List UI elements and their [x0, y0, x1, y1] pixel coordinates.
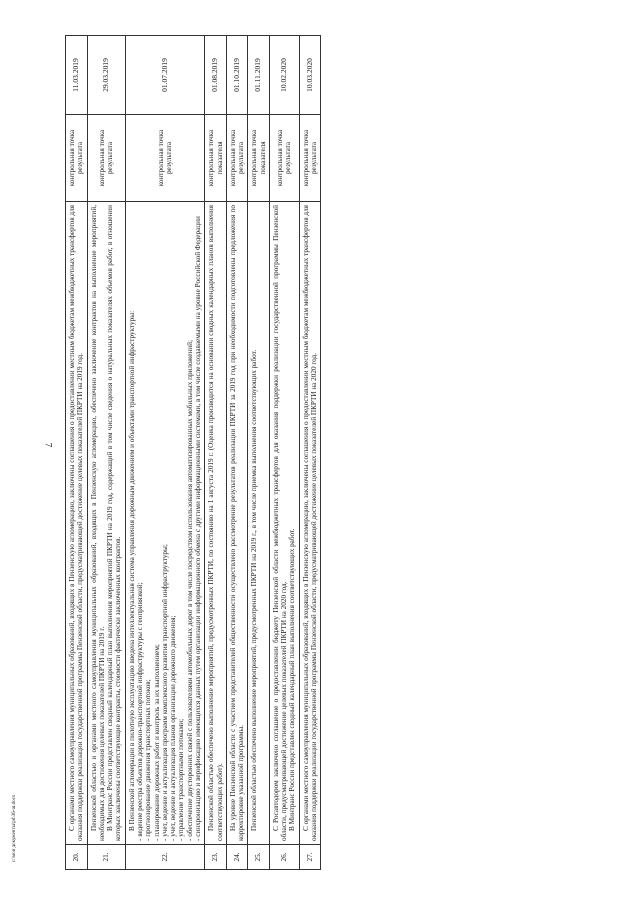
- description-paragraph: - учет, ведение и актуализация программ комплексного развития транспортной инфраструктуры;: [160, 544, 169, 841]
- control-point-date: 10.03.2020: [299, 36, 321, 115]
- description-paragraph: Пензенской областью и органами местного самоуправления муниципальных образований, входящих в Пензенскую агломерацию, обеспечено заключение контрактов на выполнение мероприятий, необходимых для достижения целевых показателей ПКРТИ на 2019 г.: [89, 205, 106, 841]
- description-paragraph: С органами местного самоуправления муниципальных образований, входящих в Пензенскую агломерацию, заключены соглашения о предоставлении местным бюджетам межбюджетных трансфертов для оказания поддержки реализации государственной программы Пензенской области, предусматривающей достижение целевых показателей ПКРТИ на 2019 год.: [68, 205, 85, 841]
- table-row: [226, 36, 248, 870]
- control-point-type: контрольная точка показателя: [205, 115, 227, 202]
- control-point-type: контрольная точка результата: [87, 115, 125, 202]
- description-paragraph: В Минтранс России представлен сводный календарный план выполнения мероприятий ПКРТИ на 2019 год, содержащий в том числе сведения о натуральных показателях объемов работ, в отношении которых заключены соответствующие контракты, стоимости фактически заключенных контрактов.: [106, 205, 123, 841]
- control-point-date: 01.10.2019: [226, 36, 248, 115]
- row-description: [299, 202, 321, 845]
- row-number: 20.: [66, 845, 88, 870]
- description-paragraph: Пензенской областью обеспечено выполнение мероприятий, предусмотренных ПКРТИ на 2019 г., в том числе приемка выполнения соответствующих работ.: [250, 349, 259, 831]
- table-row: [248, 36, 270, 870]
- row-description: [66, 202, 88, 845]
- table-row: [205, 36, 227, 870]
- row-description: [87, 202, 125, 845]
- row-description: [125, 202, 205, 845]
- control-point-type: контрольная точка результата: [269, 115, 299, 202]
- description-paragraph: - учет, ведение и актуализация планов организации дорожного движения;: [169, 615, 178, 841]
- description-paragraph: - обеспечение двусторонних связей с пользователями автомобильных дорог в том числе посредством использования автоматизированных мобильных приложений;: [185, 340, 194, 841]
- table-row: [299, 36, 321, 870]
- table-row: [269, 36, 299, 870]
- table-row: [87, 36, 125, 870]
- description-paragraph: С Росавтодором заключено соглашение о предоставлении бюджету Пензенской области межбюджетных трансфертов для оказания поддержки реализации государственной программы Пензенской области, предусматривающей достижение целевых показателей ПКРТИ на 2020 год.: [271, 205, 289, 841]
- table-row: [125, 36, 205, 870]
- description-paragraph: - синхронизацию и верификацию имеющихся данных путем организации информационного обмена с другими информационными системами, в том числе создаваемыми на уровне Российской Федерации: [193, 216, 202, 841]
- control-point-date: 01.07.2019: [125, 36, 205, 115]
- description-paragraph: - управление транспортными потоками;: [177, 718, 186, 841]
- row-number: 23.: [205, 845, 227, 870]
- description-paragraph: - ведение реестра объектов дорожно-транспортной инфраструктуры с геопривязкой;: [135, 582, 144, 841]
- description-paragraph: С органами местного самоуправления муниципальных образований, входящих в Пензенскую агломерацию, заключены соглашения о предоставлении местным бюджетам межбюджетных трансфертов для оказания поддержки реализации государственной программы Пензенской области, предусматривающей достижение целевых показателей ПКРТИ на 2020 год.: [301, 205, 319, 841]
- control-point-type: контрольная точка результата: [299, 115, 321, 202]
- control-point-type: контрольная точка результата: [226, 115, 248, 202]
- control-point-date: 01.11.2019: [248, 36, 270, 115]
- description-paragraph: В Пензенской агломерации в пилотную эксплуатацию введена интеллектуальная система управления дорожным движением и объектами транспортной инфраструктуры:: [127, 310, 136, 831]
- row-number: 26.: [269, 845, 299, 870]
- row-number: 24.: [226, 845, 248, 870]
- control-point-date: 11.03.2019: [66, 36, 88, 115]
- file-path-footer: c:\мои документы\pd\36-ш.docx: [12, 794, 17, 862]
- row-description: [269, 202, 299, 845]
- table-row: [66, 36, 88, 870]
- control-point-type: контрольная точка показателя: [248, 115, 270, 202]
- control-point-type: контрольная точка результата: [125, 115, 205, 202]
- control-point-date: 10.02.2020: [269, 36, 299, 115]
- control-point-date: 01.08.2019: [205, 36, 227, 115]
- page-number: 7: [43, 442, 54, 448]
- row-number: 21.: [87, 845, 125, 870]
- description-paragraph: - планирование дорожных работ и контроль за их выполнением;: [152, 644, 161, 841]
- row-number: 22.: [125, 845, 205, 870]
- row-description: [205, 202, 227, 845]
- description-paragraph: Пензенской областью обеспечено выполнение мероприятий, предусмотренных ПКРТИ, по состоянию на 1 августа 2019 г. (Оценка производится на основании сводных календарных планов выполнения соответствующих работ).: [207, 205, 224, 841]
- control-points-table: [65, 35, 321, 870]
- control-point-type: контрольная точка результата: [66, 115, 88, 202]
- rotated-table-container: [65, 35, 548, 870]
- description-paragraph: В Минтранс России представлен сводный календарный план выполнения соответствующих работ.: [288, 528, 297, 831]
- row-number: 25.: [248, 845, 270, 870]
- description-paragraph: - прогнозирование движения транспортных потоков;: [144, 679, 153, 841]
- control-point-date: 29.03.2019: [87, 36, 125, 115]
- description-paragraph: На уровне Пензенской области с участием представителей общественности осуществлено рассмотрение результатов реализации ПКРТИ за 2019 год при необходимости подготовлены предложения по корректировке указанной программы.: [228, 205, 246, 841]
- row-description: [248, 202, 270, 845]
- row-description: [226, 202, 248, 845]
- row-number: 27.: [299, 845, 321, 870]
